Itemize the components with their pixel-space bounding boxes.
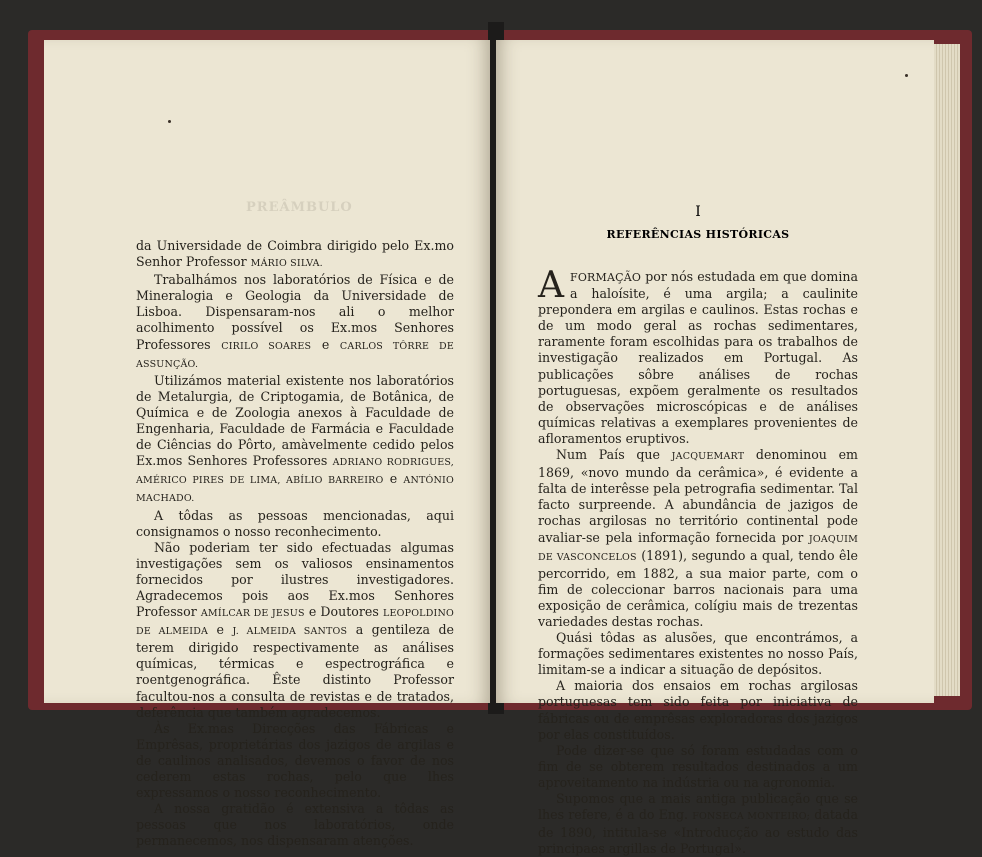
paragraph-text: datada de 1890, intitula-se «Introducção ao estudo das principaes argillas de Portugal». <box>538 807 858 857</box>
paragraph-text: A nossa gratidão é extensiva a tôdas as pessoas que nos laboratórios, onde permanecemos, nos dispensaram atenções. <box>136 801 454 849</box>
person-name: CARLOS TÔRRE DE ASSUNÇÃO. <box>136 340 454 370</box>
paragraph-text: a gentileza de terem dirigido respectivamente as análises químicas, térmicas e espectrográfica e roentgenográfica. Êste distinto Professor facultou-nos a consulta de revistas e de tratados, deferência que também agradecemos. <box>136 622 454 720</box>
paragraph-text: Às Ex.mas Direcções das Fábricas e Emprêsas, proprietárias dos jazigos de argilas e de caulinos analisados, devemos o favor de nos cederem estas rochas, pelo que lhes expressamos o nosso reconhecimento. <box>136 720 454 801</box>
lead-word: FORMAÇÃO <box>570 271 642 284</box>
paragraph <box>136 238 454 272</box>
paragraph-text: e <box>216 622 224 638</box>
paragraph <box>136 721 454 801</box>
drop-cap: A <box>538 265 564 306</box>
paragraph-text: Supomos que a mais antiga publicação que se lhes refere, é a do Eng. <box>538 791 858 823</box>
person-name: J. ALMEIDA SANTOS <box>232 626 348 638</box>
page-speck <box>168 120 171 123</box>
person-name: ADRIANO RODRIGUES, AMÉRICO PIRES DE LIMA, ABÍLIO BARREIRO <box>136 457 454 487</box>
paragraph-text: A maioria dos ensaios em rochas argilosas portuguesas tem sido feita por iniciativa de fábricas ou de emprêsas exploradoras dos jazigos por elas constituídos. <box>538 678 858 742</box>
paragraph-text: Quási tôdas as alusões, que encontrámos, a formações sedimentares existentes no nosso País, limitam-se a indicar a situação de depósitos. <box>538 630 858 678</box>
paragraph-text: (1891), segundo a qual, tendo êle percorrido, em 1882, a sua maior parte, com o fim de coleccionar barros nacionais para uma exposição de cerâmica, colígiu mais de trezentas variedades destas rochas. <box>538 547 858 629</box>
paragraph <box>538 265 858 447</box>
paragraph-text: Utilizámos material existente nos laboratórios de Metalurgia, de Criptogamia, de Botânica, de Química e de Zoologia anexos à Faculdade de Engenharia, Faculdade de Farmácia e Faculdade de Ciências do Pôrto, amàvelmente cedido pelos Ex.mos Senhores Professores <box>136 372 454 469</box>
paragraph <box>136 540 454 721</box>
paragraph-text: Trabalhámos nos laboratórios de Física e de Mineralogia e Geologia da Universidade de Lisboa. Dispensaram-nos ali o melhor acolhimento possível os Ex.mos Senhores Professores <box>136 272 454 352</box>
paragraph-text: Num País que <box>556 447 660 463</box>
paragraph <box>538 447 858 630</box>
person-name: CIRILO SOARES <box>221 340 312 352</box>
paragraph-text: denominou em 1869, «novo mundo da cerâmica», é evidente a falta de interêsse pela petrografia sedimentar. Tal facto surpreende. A abundância de jazigos de rochas argilosas no território continental pode avaliar-se pela informação fornecida por <box>538 447 858 545</box>
person-name: LEOPOLDINO DE ALMEIDA <box>136 608 454 638</box>
page-speck <box>905 74 908 77</box>
left-page-text <box>136 238 454 849</box>
paragraph-text: da Universidade de Coimbra dirigido pelo Ex.mo Senhor Professor <box>136 238 454 270</box>
paragraph-text: Pode dizer-se que só foram estudadas com o fim de se obterem resultados destinados a um aproveitamento na indústria ou na agronomia. <box>538 742 858 790</box>
paragraph <box>538 791 858 857</box>
paragraph <box>136 801 454 849</box>
chapter-title: REFERÊNCIAS HISTÓRICAS <box>606 228 790 241</box>
paragraph-text: e Doutores <box>308 604 379 620</box>
person-name: JOAQUIM DE VASCONCELOS <box>538 533 858 563</box>
paragraph <box>538 678 858 742</box>
paragraph <box>136 508 454 540</box>
person-name: MÁRIO SILVA. <box>250 258 323 270</box>
page-edges <box>934 44 960 696</box>
paragraph <box>538 743 858 791</box>
paragraph-text: e <box>321 336 330 352</box>
paragraph-text: e <box>389 471 398 487</box>
paragraph <box>136 373 454 508</box>
person-name: JACQUEMART <box>671 451 745 463</box>
paragraph-text: Não poderiam ter sido efectuadas algumas investigações sem os valiosos ensinamentos fornecidos por ilustres investigadores. <box>136 539 454 587</box>
paragraph-text: Agradecemos pois aos Ex.mos Senhores Professor <box>136 587 454 620</box>
paragraph <box>538 630 858 678</box>
person-name: FONSECA MONTEIRO; <box>692 811 811 823</box>
chapter-number: I <box>695 204 701 220</box>
ghost-heading: PREÂMBULO <box>246 200 353 215</box>
person-name: ANTÓNIO MACHADO. <box>136 475 454 505</box>
paragraph-text: por nós estudada em que domina a haloísite, é uma argila; a caulinite prepondera em argilas e caulinos. Estas rochas e de um modo geral as rochas sedimentares, raramente foram escolhidas para os trabalhos de investigação realizados em Portugal. As publicações sôbre análises de rochas portuguesas, expõem geralmente os resultados de observações microscópicas e de análises químicas relativas a exemplares provenientes de afloramentos eruptivos. <box>538 269 858 446</box>
person-name: AMÍLCAR DE JESUS <box>200 608 305 620</box>
paragraph <box>136 272 454 373</box>
paragraph-text: A tôdas as pessoas mencionadas, aqui consignamos o nosso reconhecimento. <box>136 507 454 539</box>
right-page-text <box>538 265 858 857</box>
